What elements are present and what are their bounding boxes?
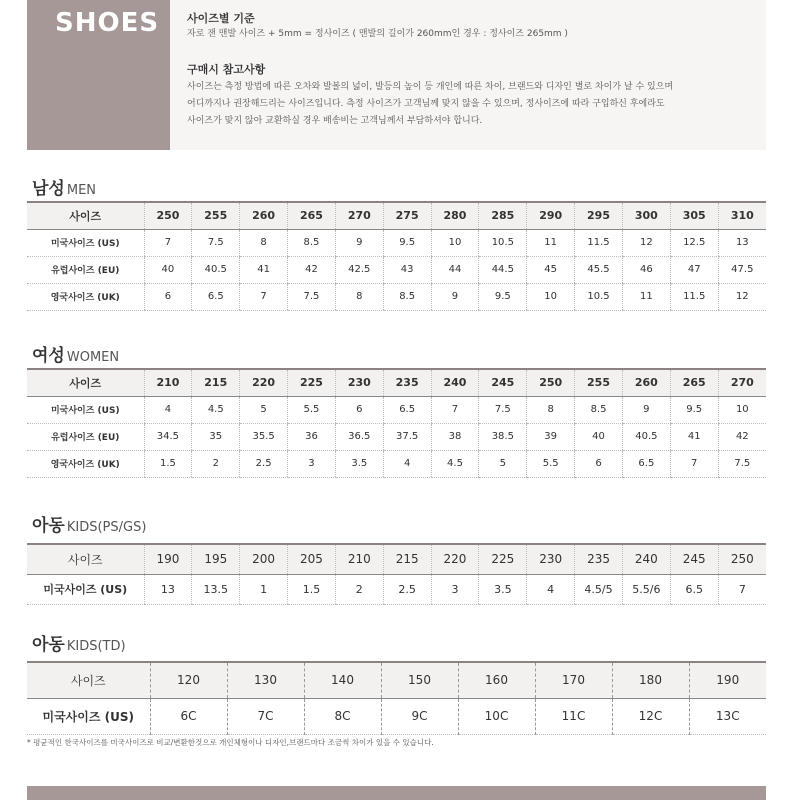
purchase-notes-line: 사이즈는 측정 방법에 따른 오차와 발볼의 넓이, 발등의 높이 등 개인에 따른 차이, 브랜드와 디자인 별로 차이가 날 수 있으며 — [187, 82, 674, 92]
table-cell: 4 — [144, 396, 192, 423]
table-cell: 5.5 — [288, 396, 336, 423]
women-section-title — [32, 341, 119, 366]
size-guide-header — [27, 0, 766, 150]
table-cell: 295 — [575, 202, 623, 229]
table-cell: 6.5 — [192, 283, 240, 310]
table-cell: 260 — [622, 369, 670, 396]
row-label: 사이즈 — [27, 369, 144, 396]
table-row — [27, 574, 766, 604]
table-cell: 10 — [527, 283, 575, 310]
table-cell: 10 — [718, 396, 766, 423]
table-cell: 170 — [535, 662, 612, 698]
table-cell: 13C — [689, 698, 766, 734]
row-label: 미국사이즈 (US) — [27, 229, 144, 256]
table-cell: 230 — [527, 544, 575, 574]
table-cell: 210 — [144, 369, 192, 396]
table-cell: 285 — [479, 202, 527, 229]
row-label: 사이즈 — [27, 662, 150, 698]
table-cell: 7C — [227, 698, 304, 734]
table-cell: 195 — [192, 544, 240, 574]
table-cell: 7.5 — [288, 283, 336, 310]
table-cell: 40.5 — [622, 423, 670, 450]
table-cell: 11.5 — [575, 229, 623, 256]
table-cell: 41 — [670, 423, 718, 450]
table-cell: 42 — [718, 423, 766, 450]
table-cell: 3 — [431, 574, 479, 604]
table-cell: 3.5 — [335, 450, 383, 477]
table-cell: 7.5 — [479, 396, 527, 423]
table-cell: 9 — [335, 229, 383, 256]
table-cell: 8.5 — [383, 283, 431, 310]
size-header-row — [27, 369, 766, 396]
row-label: 미국사이즈 (US) — [27, 396, 144, 423]
table-row — [27, 256, 766, 283]
table-cell: 44 — [431, 256, 479, 283]
table-cell: 275 — [383, 202, 431, 229]
table-cell: 12 — [718, 283, 766, 310]
table-row — [27, 283, 766, 310]
table-cell: 38 — [431, 423, 479, 450]
table-cell: 10 — [431, 229, 479, 256]
table-cell: 34.5 — [144, 423, 192, 450]
table-cell: 160 — [458, 662, 535, 698]
table-cell: 1.5 — [288, 574, 336, 604]
table-cell: 215 — [192, 369, 240, 396]
table-cell: 235 — [575, 544, 623, 574]
table-cell: 270 — [335, 202, 383, 229]
table-cell: 47 — [670, 256, 718, 283]
table-cell: 11 — [622, 283, 670, 310]
table-cell: 13 — [718, 229, 766, 256]
table-cell: 270 — [718, 369, 766, 396]
size-basis-text: 자로 잰 맨발 사이즈 + 5mm = 정사이즈 ( 맨발의 길이가 260mm인 경우 : 정사이즈 265mm ) — [187, 29, 568, 39]
table-cell: 255 — [192, 202, 240, 229]
table-cell: 280 — [431, 202, 479, 229]
table-cell: 13.5 — [192, 574, 240, 604]
table-cell: 2 — [192, 450, 240, 477]
women-title-ko: 여성 — [32, 346, 65, 366]
table-cell: 10C — [458, 698, 535, 734]
table-cell: 305 — [670, 202, 718, 229]
table-cell: 245 — [670, 544, 718, 574]
table-cell: 6.5 — [670, 574, 718, 604]
table-cell: 12.5 — [670, 229, 718, 256]
table-cell: 46 — [622, 256, 670, 283]
table-cell: 240 — [622, 544, 670, 574]
table-cell: 6 — [144, 283, 192, 310]
table-cell: 37.5 — [383, 423, 431, 450]
table-cell: 40 — [575, 423, 623, 450]
men-section-title — [32, 174, 96, 199]
table-cell: 140 — [304, 662, 381, 698]
table-cell: 7 — [144, 229, 192, 256]
row-label: 유럽사이즈 (EU) — [27, 256, 144, 283]
table-cell: 215 — [383, 544, 431, 574]
table-cell: 220 — [240, 369, 288, 396]
row-label: 미국사이즈 (US) — [27, 574, 144, 604]
table-cell: 210 — [335, 544, 383, 574]
table-cell: 190 — [689, 662, 766, 698]
table-row — [27, 698, 766, 734]
size-basis-heading: 사이즈별 기준 — [187, 12, 255, 25]
table-cell: 12C — [612, 698, 689, 734]
kids-td-title-en: KIDS(TD) — [66, 639, 126, 654]
table-cell: 245 — [479, 369, 527, 396]
table-cell: 4.5 — [192, 396, 240, 423]
table-cell: 230 — [335, 369, 383, 396]
table-cell: 41 — [240, 256, 288, 283]
table-cell: 220 — [431, 544, 479, 574]
men-size-table — [27, 201, 766, 311]
table-cell: 6 — [335, 396, 383, 423]
table-cell: 39 — [527, 423, 575, 450]
table-cell: 3 — [288, 450, 336, 477]
row-label: 영국사이즈 (UK) — [27, 450, 144, 477]
row-label: 사이즈 — [27, 544, 144, 574]
table-cell: 43 — [383, 256, 431, 283]
table-cell: 35.5 — [240, 423, 288, 450]
table-cell: 265 — [670, 369, 718, 396]
table-cell: 8 — [335, 283, 383, 310]
table-cell: 13 — [144, 574, 192, 604]
table-cell: 8.5 — [288, 229, 336, 256]
table-cell: 7 — [431, 396, 479, 423]
table-cell: 7.5 — [192, 229, 240, 256]
table-cell: 5.5/6 — [622, 574, 670, 604]
table-cell: 4.5 — [431, 450, 479, 477]
table-row — [27, 450, 766, 477]
table-cell: 205 — [288, 544, 336, 574]
table-cell: 6.5 — [622, 450, 670, 477]
table-cell: 290 — [527, 202, 575, 229]
table-cell: 6 — [575, 450, 623, 477]
table-cell: 225 — [479, 544, 527, 574]
table-cell: 1.5 — [144, 450, 192, 477]
men-title-ko: 남성 — [32, 179, 65, 199]
table-cell: 250 — [718, 544, 766, 574]
row-label: 사이즈 — [27, 202, 144, 229]
table-cell: 250 — [527, 369, 575, 396]
size-header-row — [27, 202, 766, 229]
table-cell: 7 — [670, 450, 718, 477]
table-cell: 260 — [240, 202, 288, 229]
table-cell: 150 — [381, 662, 458, 698]
table-cell: 44.5 — [479, 256, 527, 283]
table-cell: 8 — [527, 396, 575, 423]
table-cell: 36 — [288, 423, 336, 450]
table-cell: 300 — [622, 202, 670, 229]
table-cell: 11C — [535, 698, 612, 734]
kids-td-size-table — [27, 661, 766, 735]
table-cell: 1 — [240, 574, 288, 604]
table-row — [27, 396, 766, 423]
table-cell: 9.5 — [383, 229, 431, 256]
header-title-block — [27, 0, 170, 150]
table-cell: 8.5 — [575, 396, 623, 423]
table-cell: 240 — [431, 369, 479, 396]
table-cell: 5.5 — [527, 450, 575, 477]
table-cell: 11 — [527, 229, 575, 256]
men-title-en: MEN — [66, 183, 97, 198]
table-cell: 10.5 — [479, 229, 527, 256]
table-cell: 9.5 — [670, 396, 718, 423]
table-cell: 5 — [240, 396, 288, 423]
table-cell: 2.5 — [240, 450, 288, 477]
table-cell: 7.5 — [718, 450, 766, 477]
table-cell: 4 — [527, 574, 575, 604]
kids-gs-size-table — [27, 543, 766, 605]
footnote: * 평균적인 한국사이즈를 미국사이즈로 비교/변환한것으로 개인체형이나 디자인,브랜드마다 조금씩 차이가 있을 수 있습니다. — [27, 738, 434, 747]
table-cell: 8C — [304, 698, 381, 734]
table-cell: 10.5 — [575, 283, 623, 310]
kids-gs-title-ko: 아동 — [32, 516, 65, 536]
table-row — [27, 229, 766, 256]
table-cell: 40.5 — [192, 256, 240, 283]
row-label: 미국사이즈 (US) — [27, 698, 150, 734]
table-cell: 9 — [431, 283, 479, 310]
table-cell: 250 — [144, 202, 192, 229]
table-cell: 5 — [479, 450, 527, 477]
purchase-notes-line: 어디까지나 권장해드리는 사이즈입니다. 측정 사이즈가 고객님께 맞지 않을 수 있으며, 정사이즈에 따라 구입하신 후에라도 — [187, 99, 665, 109]
table-cell: 40 — [144, 256, 192, 283]
table-cell: 9C — [381, 698, 458, 734]
table-cell: 42 — [288, 256, 336, 283]
table-cell: 120 — [150, 662, 227, 698]
table-cell: 7 — [240, 283, 288, 310]
kids-gs-section-title — [32, 511, 146, 536]
table-cell: 200 — [240, 544, 288, 574]
table-cell: 45 — [527, 256, 575, 283]
table-cell: 180 — [612, 662, 689, 698]
header-info — [187, 10, 757, 130]
women-title-en: WOMEN — [66, 350, 120, 365]
kids-td-section-title — [32, 630, 126, 655]
table-cell: 38.5 — [479, 423, 527, 450]
table-cell: 36.5 — [335, 423, 383, 450]
table-cell: 11.5 — [670, 283, 718, 310]
table-row — [27, 423, 766, 450]
table-cell: 235 — [383, 369, 431, 396]
page-title: SHOES — [55, 8, 160, 38]
size-header-row — [27, 544, 766, 574]
row-label: 영국사이즈 (UK) — [27, 283, 144, 310]
table-cell: 6.5 — [383, 396, 431, 423]
table-cell: 4 — [383, 450, 431, 477]
table-cell: 47.5 — [718, 256, 766, 283]
size-header-row — [27, 662, 766, 698]
table-cell: 255 — [575, 369, 623, 396]
table-cell: 6C — [150, 698, 227, 734]
purchase-notes-line: 사이즈가 맞지 않아 교환하실 경우 배송비는 고객님께서 부담하셔야 합니다. — [187, 116, 483, 126]
table-cell: 8 — [240, 229, 288, 256]
table-cell: 3.5 — [479, 574, 527, 604]
table-cell: 7 — [718, 574, 766, 604]
table-cell: 225 — [288, 369, 336, 396]
table-cell: 2 — [335, 574, 383, 604]
kids-gs-title-en: KIDS(PS/GS) — [66, 520, 147, 535]
bottom-bar — [27, 786, 766, 800]
table-cell: 45.5 — [575, 256, 623, 283]
table-cell: 35 — [192, 423, 240, 450]
table-cell: 190 — [144, 544, 192, 574]
table-cell: 12 — [622, 229, 670, 256]
kids-td-title-ko: 아동 — [32, 635, 65, 655]
table-cell: 310 — [718, 202, 766, 229]
table-cell: 130 — [227, 662, 304, 698]
row-label: 유럽사이즈 (EU) — [27, 423, 144, 450]
women-size-table — [27, 368, 766, 478]
purchase-notes-heading: 구매시 참고사항 — [187, 63, 266, 76]
table-cell: 42.5 — [335, 256, 383, 283]
table-cell: 265 — [288, 202, 336, 229]
table-cell: 9.5 — [479, 283, 527, 310]
table-cell: 4.5/5 — [575, 574, 623, 604]
table-cell: 2.5 — [383, 574, 431, 604]
table-cell: 9 — [622, 396, 670, 423]
